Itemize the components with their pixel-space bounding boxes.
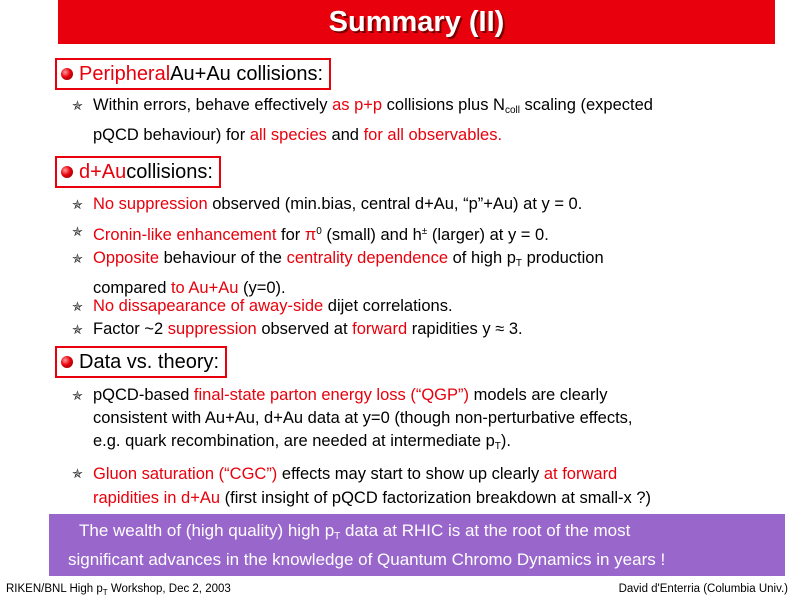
- star-bullet-icon: ✯: [72, 299, 83, 314]
- star-bullet-icon: ✯: [72, 197, 83, 212]
- section-theory-heading: Data vs. theory:: [55, 346, 227, 378]
- red-ball-icon: [61, 356, 73, 368]
- conclusion-banner: The wealth of (high quality) high $p_T$ data at RHIC is at the root of the most significant advances in the knowledge of Quantum Chromo Dynamics in years !: [49, 514, 785, 576]
- title-bar: [58, 0, 775, 44]
- star-bullet-icon: ✯: [72, 388, 83, 403]
- section-peripheral-heading: Peripheral Au+Au collisions:: [55, 58, 331, 90]
- red-ball-icon: [61, 68, 73, 80]
- footer-right: David d'Enterria (Columbia Univ.): [618, 583, 788, 595]
- star-bullet-icon: ✯: [72, 322, 83, 337]
- star-bullet-icon: ✯: [72, 224, 83, 239]
- star-bullet-icon: ✯: [72, 98, 83, 113]
- star-bullet-icon: ✯: [72, 466, 83, 481]
- star-bullet-icon: ✯: [72, 251, 83, 266]
- red-ball-icon: [61, 166, 73, 178]
- slide-title: Summary (II): [328, 5, 505, 38]
- section-dau-heading: d+Au collisions:: [55, 156, 221, 188]
- footer-left: RIKEN/BNL High $p_T$ Workshop, Dec 2, 2003: [6, 583, 231, 597]
